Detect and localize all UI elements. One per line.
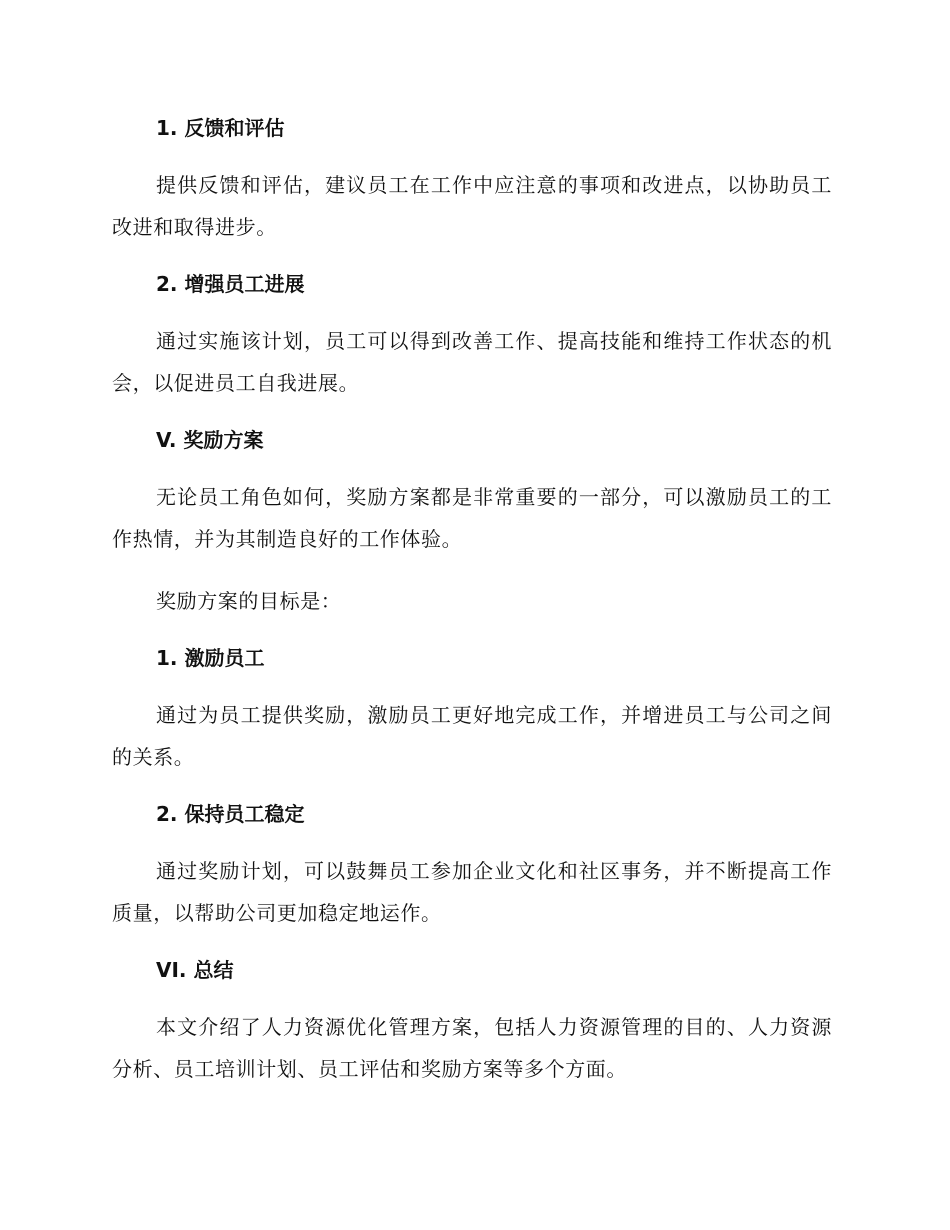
section-heading-feedback: 1. 反馈和评估	[156, 116, 285, 140]
section-heading-employee-development: 2. 增强员工进展	[156, 272, 305, 296]
paragraph-reward-goals-intro: 奖励方案的目标是：	[156, 589, 342, 613]
section-heading-employee-stability: 2. 保持员工稳定	[156, 802, 305, 826]
section-heading-summary: VI. 总结	[156, 958, 234, 982]
paragraph-reward-plan: 无论员工角色如何，奖励方案都是非常重要的一部分，可以激励员工的工作热情，并为其制造良好的工作体验。	[112, 485, 832, 551]
section-heading-reward-plan: V. 奖励方案	[156, 428, 264, 452]
document-body	[112, 112, 832, 1090]
paragraph-employee-development: 通过实施该计划，员工可以得到改善工作、提高技能和维持工作状态的机会，以促进员工自我进展。	[112, 329, 832, 395]
paragraph-feedback: 提供反馈和评估，建议员工在工作中应注意的事项和改进点，以协助员工改进和取得进步。	[112, 173, 832, 239]
section-heading-motivate-employees: 1. 激励员工	[156, 646, 265, 670]
paragraph-summary: 本文介绍了人力资源优化管理方案，包括人力资源管理的目的、人力资源分析、员工培训计划、员工评估和奖励方案等多个方面。	[112, 1015, 832, 1081]
paragraph-employee-stability: 通过奖励计划，可以鼓舞员工参加企业文化和社区事务，并不断提高工作质量，以帮助公司更加稳定地运作。	[112, 859, 832, 925]
paragraph-motivate-employees: 通过为员工提供奖励，激励员工更好地完成工作，并增进员工与公司之间的关系。	[112, 703, 832, 769]
